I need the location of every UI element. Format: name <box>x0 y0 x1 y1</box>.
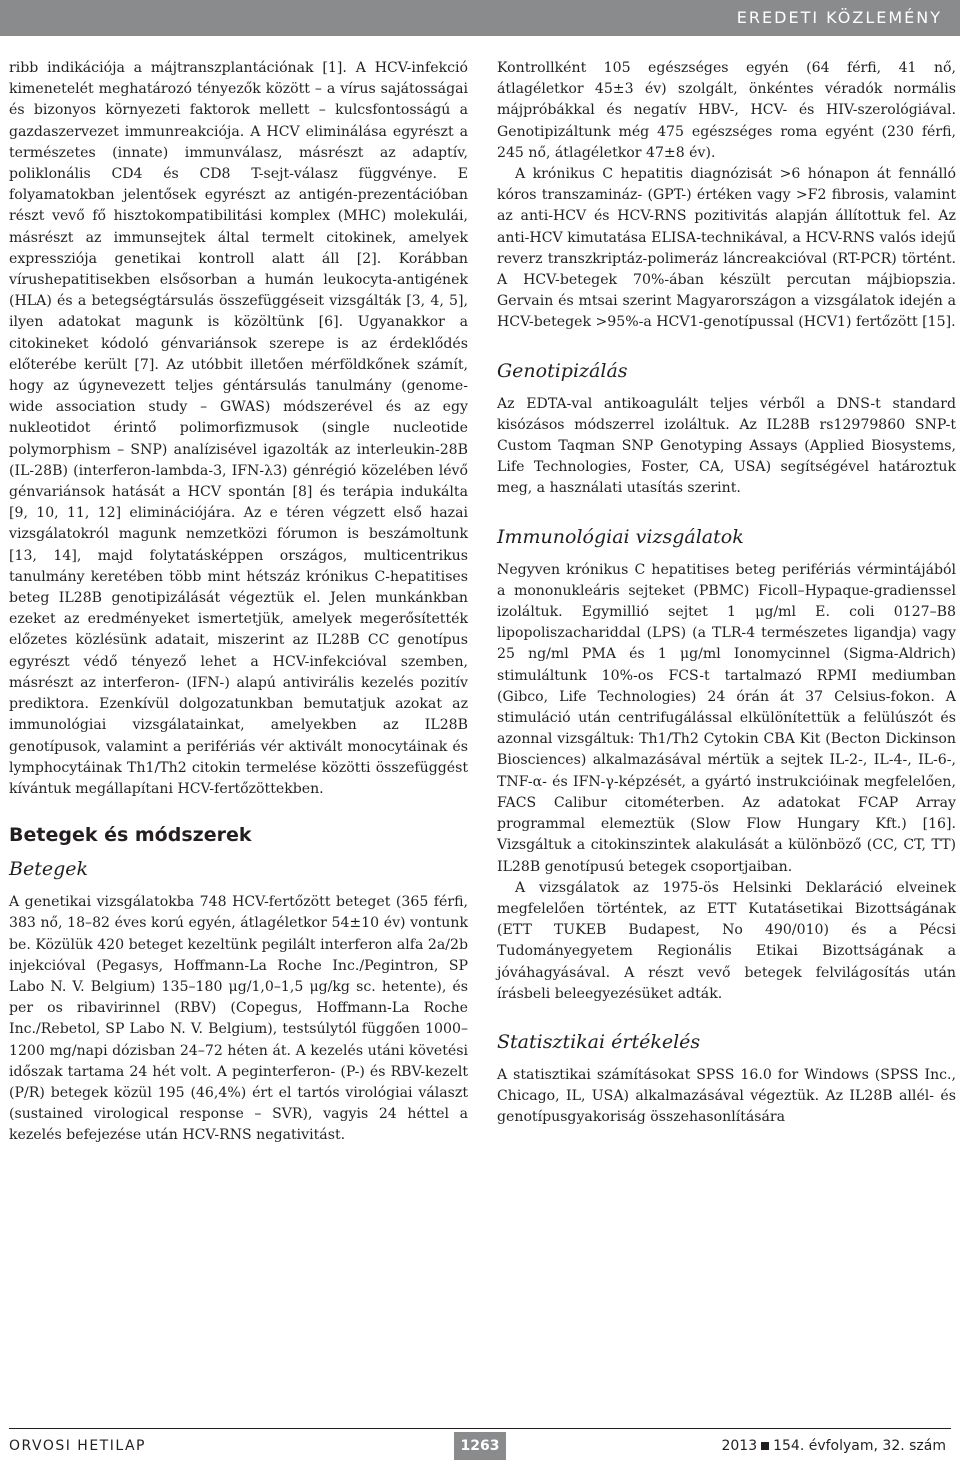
methods-heading: Betegek és módszerek <box>9 824 252 847</box>
genotyping-paragraph: Az EDTA-val antikoagulált teljes vérből a DNS-t standard kisózásos módszerrel izoláltuk. Az IL28B rs12979860 SNP-t Custom Taqman SNP Genotyping Assays (Applied Biosystems, Life Technologies, Foster, CA, USA) segítségével határoztuk meg, a használati utasítás szerint. <box>497 395 956 497</box>
issue-info <box>721 1438 946 1454</box>
controls-paragraph: Kontrollként 105 egészséges egyén (64 férfi, 41 nő, átlagéletkor 45±3 év) szolgált, önkéntes véradók normális májpróbákkal és negatív HBV-, HCV- és HIV-szerológiával. Genotipizáltunk még 475 egészséges roma egyént (230 férfi, 245 nő, átlagéletkor 47±8 év). <box>497 60 956 161</box>
section-label: EREDETI KÖZLEMÉNY <box>736 8 942 27</box>
genotyping-heading: Genotipizálás <box>497 359 628 382</box>
right-column <box>497 58 956 1129</box>
immunology-heading: Immunológiai vizsgálatok <box>497 525 744 548</box>
patients-paragraph: A genetikai vizsgálatokba 748 HCV-fertőzött beteget (365 férfi, 383 nő, 18–82 éves korú egyén, átlagéletkor 54±10 év) vontunk be. Közülük 420 beteget kezeltünk pegilált interferon alfa 2a/2b injekcióval (Pegasys, Hoffmann-La Roche Inc./Pegintron, SP Labo N. V. Belgium) 135–180 μg/1,0–1,5 μg/kg sc. hetente), és per os ribavirinnel (RBV) (Copegus, Hoffmann-La Roche Inc./Rebetol, SP Labo N. V. Belgium), testsúlytól függően 1000–1200 mg/napi dózisban 24–72 héten át. A kezelés utáni követési időszak tartama 24 hét volt. A peginterferon- (P-) és RBV-kezelt (P/R) betegek közül 195 (46,4%) ért el tartós virológiai választ (sustained virological response – SVR), vagyis 24 héttel a kezelés befejezése után HCV-RNS negativitást. <box>9 894 468 1144</box>
volume-issue: 154. évfolyam, 32. szám <box>773 1438 946 1454</box>
diagnosis-paragraph: A krónikus C hepatitis diagnózisát >6 hónapon át fennálló kóros transzamináz- (GPT-) értéken vagy >F2 fibrosis, valamint az anti-HCV és HCV-RNS pozitivitás alapján állítottuk fel. Az anti-HCV kimutatása ELISA-technikával, a HCV-RNS valós idejű reverz transzkriptáz-polimeráz láncreakcióval (RT-PCR) történt. A HCV-betegek 70%-ában készült percutan májbiopszia. Gervain és mtsai szerint Magyarországon a vizsgálatok idején a HCV-betegek >95%-a HCV1-genotípussal (HCV1) fertőzött [15]. <box>497 166 956 331</box>
square-bullet-icon <box>761 1442 769 1450</box>
journal-name: ORVOSI HETILAP <box>9 1438 146 1454</box>
statistics-heading: Statisztikai értékelés <box>497 1030 701 1053</box>
left-column <box>9 58 468 1147</box>
year: 2013 <box>721 1438 758 1454</box>
ethics-paragraph: A vizsgálatok az 1975-ös Helsinki Deklaráció elveinek megfelelően történtek, az ETT Kutatásetikai Bizottságának (ETT TUKEB Budapest, No 490/010) és a Pécsi Tudományegyetem Regionális Etikai Bizottságának a jóváhagyásával. A részt vevő betegek felvilágosítás után írásbeli beleegyezésüket adták. <box>497 879 956 1002</box>
immunology-paragraph: Negyven krónikus C hepatitises beteg perifériás vérmintájából a mononukleáris sejteket (PBMC) Ficoll–Hypaque-gradienssel izoláltuk. Egymillió sejtet 1 μg/ml E. coli 0127–B8 lipopoliszachariddal (LPS) (a TLR-4 természetes ligandja) vagy 25 ng/ml PMA és 1 μg/ml Ionomycinnel (Sigma-Aldrich) stimuláltunk 10%-os FCS-t tartalmazó RPMI mediumban (Gibco, Life Technologies) 24 órán át 37 Celsius-fokon. A stimuláció után centrifugálással elkülönítettük a felülúszót és azonnal vizsgáltuk: Th1/Th2 Cytokin CBA Kit (Becton Dickinson Biosciences) alkalmazásával mértük a sejtek IL-2-, IL-4-, IL-6-, TNF-α- és IFN-γ-képzését, a gyártó instrukcióinak megfelelően, FACS Calibur citométerben. Az adatokat FCAP Array programmal elemeztük (Slow Flow Hungary Kft.) [16]. Vizsgáltuk a citokinszintek alakulását a különböző (CC, CT, TT) IL28B genotípusú betegek csoportjaiban. <box>497 561 956 875</box>
patients-heading: Betegek <box>9 858 89 881</box>
header-bar <box>0 0 960 36</box>
intro-paragraph: ribb indikációja a májtranszplantációnak [1]. A HCV-infekció kimenetelét meghatározó tényezők között – a vírus sajátosságai és bizonyos környezeti faktorok mellett – kulcsfontosságú a gazdaszervezet immunreakciója. A HCV eliminálása egyrészt a természetes (innate) immunválasz, másrészt az adaptív, poliklonális CD4 és CD8 T-sejt-válasz függvénye. E folyamatokban jelentősek egyrészt az antigén-prezentációban részt vevő fő hisztokompatibilitási komplex (MHC) molekulái, másrészt az immunsejtek által termelt citokinek, amelyek expressziója genetikai kontroll alatt áll [2]. Korábban vírushepatitisekben elsősorban a humán leukocyta-antigének (HLA) és a betegségtársulás összefüggéseit vizsgálták [3, 4, 5], ilyen adatokat magunk is közöltünk [6]. Ugyanakkor a citokineket kódoló génvariánsok szerepe is az érdeklődés előterébe került [7]. Az utóbbit illetően mérföldkőnek számít, hogy az úgynevezett teljes géntársulás tanulmány (genome-wide association study – GWAS) módszerével és az egy nukleotidot érintő polimorfizmusok (single nucleotide polymorphism – SNP) analízisével igazolták az interleukin-28B (IL-28B) (interferon-lambda-3, IFN-λ3) génrégió közelében lévő génvariánsok hatását a HCV spontán [8] és terápia indukálta [9, 10, 11, 12] eliminációjára. Az e téren végzett első hazai vizsgálatokról magunk nemzetközi fórumon is beszámoltunk [13, 14], majd folytatásképpen országos, multicentrikus tanulmány keretében több mint hétszáz krónikus C-hepatitises beteg IL28B genotipizálását végeztük el. Jelen munkánkban ezeket az eredményeket ismertetjük, amelyek megerősítették előzetes közlésünk adatait, miszerint az IL28B CC genotípus egyrészt védő tényező lehet a HCV-infekcióval szemben, másrészt az interferon- (IFN-) alapú antivirális kezelés pozitív prediktora. Ezenkívül dolgozatunkban bemutatjuk azokat az immunológiai vizsgálatainkat, amelyekben az IL28B genotípusok, valamint a perifériás vér aktivált monocytáinak és lymphocytáinak Th1/Th2 citokin termelése közötti összefüggést kívántuk megállapítani HCV-fertőzöttekben. <box>9 60 468 797</box>
page-number: 1263 <box>454 1432 506 1460</box>
footer-divider <box>9 1428 951 1429</box>
statistics-paragraph: A statisztikai számításokat SPSS 16.0 for Windows (SPSS Inc., Chicago, IL, USA) alkalmazásával végeztük. Az IL28B allél- és genotípusgyakoriság összehasonlítására <box>497 1066 956 1126</box>
